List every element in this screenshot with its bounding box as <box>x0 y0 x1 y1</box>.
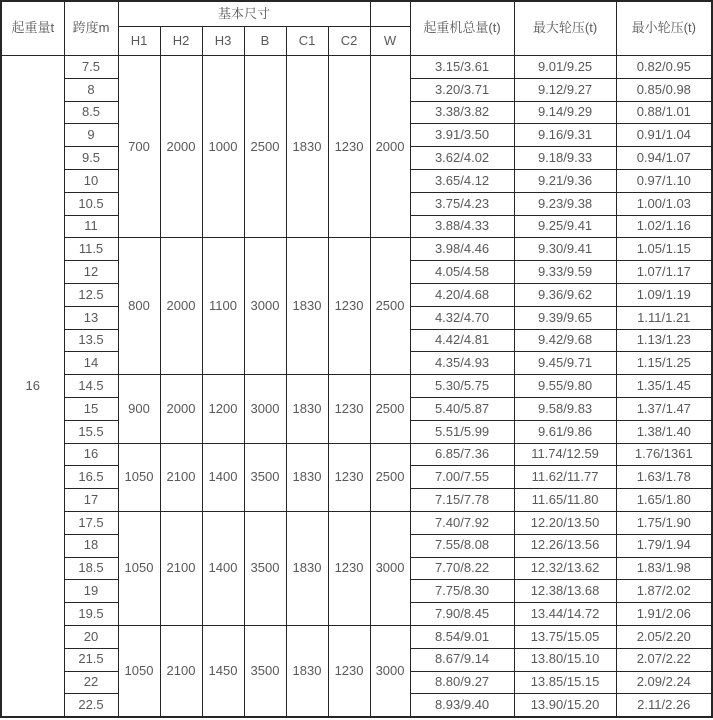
span-cell: 10 <box>64 169 118 192</box>
span-cell: 15.5 <box>64 420 118 443</box>
dimension-cell-h3: 1200 <box>202 375 244 443</box>
dimension-cell-h1: 1050 <box>118 443 160 511</box>
table-row <box>1 511 712 534</box>
max-wheel-pressure-cell: 9.45/9.71 <box>514 352 616 375</box>
total-weight-cell: 3.88/4.33 <box>410 215 514 238</box>
dimension-cell-w: 3000 <box>370 511 410 625</box>
min-wheel-pressure-cell: 1.11/1.21 <box>616 306 712 329</box>
max-wheel-pressure-cell: 13.80/15.10 <box>514 648 616 671</box>
span-cell: 22 <box>64 671 118 694</box>
total-weight-cell: 3.91/3.50 <box>410 124 514 147</box>
max-wheel-pressure-cell: 9.36/9.62 <box>514 283 616 306</box>
dimension-cell-w: 2500 <box>370 238 410 375</box>
max-wheel-pressure-cell: 12.26/13.56 <box>514 534 616 557</box>
dimension-cell-b: 3000 <box>244 375 286 443</box>
dimension-cell-c1: 1830 <box>286 443 328 511</box>
dimension-cell-h3: 1100 <box>202 238 244 375</box>
min-wheel-pressure-cell: 2.11/2.26 <box>616 694 712 717</box>
max-wheel-pressure-cell: 9.12/9.27 <box>514 78 616 101</box>
max-wheel-pressure-cell: 9.55/9.80 <box>514 375 616 398</box>
dim-header-c2: C2 <box>328 27 370 56</box>
total-weight-header: 起重机总量(t) <box>410 1 514 56</box>
total-weight-cell: 8.80/9.27 <box>410 671 514 694</box>
table-row <box>1 443 712 466</box>
dim-header-w: W <box>370 27 410 56</box>
total-weight-cell: 3.75/4.23 <box>410 192 514 215</box>
dimension-cell-c2: 1230 <box>328 443 370 511</box>
dimension-cell-b: 2500 <box>244 56 286 238</box>
span-cell: 19.5 <box>64 603 118 626</box>
span-cell: 8.5 <box>64 101 118 124</box>
table-row <box>1 625 712 648</box>
dimension-cell-b: 3500 <box>244 625 286 717</box>
min-wheel-pressure-cell: 2.09/2.24 <box>616 671 712 694</box>
dim-header-h1: H1 <box>118 27 160 56</box>
min-wheel-pressure-cell: 1.75/1.90 <box>616 511 712 534</box>
dimension-cell-h2: 2000 <box>160 375 202 443</box>
span-cell: 7.5 <box>64 56 118 79</box>
dimension-cell-c1: 1830 <box>286 511 328 625</box>
total-weight-cell: 6.85/7.36 <box>410 443 514 466</box>
total-weight-cell: 3.20/3.71 <box>410 78 514 101</box>
dimension-cell-h3: 1000 <box>202 56 244 238</box>
min-wheel-pressure-cell: 1.63/1.78 <box>616 466 712 489</box>
max-wheel-pressure-cell: 9.33/9.59 <box>514 261 616 284</box>
max-wheel-pressure-cell: 13.75/15.05 <box>514 625 616 648</box>
total-weight-cell: 8.54/9.01 <box>410 625 514 648</box>
min-wheel-pressure-cell: 0.85/0.98 <box>616 78 712 101</box>
span-cell: 9 <box>64 124 118 147</box>
span-cell: 18.5 <box>64 557 118 580</box>
dimension-cell-c2: 1230 <box>328 375 370 443</box>
dimension-cell-h1: 900 <box>118 375 160 443</box>
dimension-cell-h1: 700 <box>118 56 160 238</box>
dimension-cell-h1: 800 <box>118 238 160 375</box>
dimension-cell-w: 2000 <box>370 56 410 238</box>
dimension-cell-c2: 1230 <box>328 56 370 238</box>
span-cell: 13 <box>64 306 118 329</box>
table-row <box>1 56 712 79</box>
span-cell: 11.5 <box>64 238 118 261</box>
dim-header-h3: H3 <box>202 27 244 56</box>
table-row <box>1 238 712 261</box>
max-wheel-pressure-cell: 9.23/9.38 <box>514 192 616 215</box>
total-weight-cell: 7.55/8.08 <box>410 534 514 557</box>
total-weight-cell: 7.00/7.55 <box>410 466 514 489</box>
max-wheel-pressure-cell: 9.01/9.25 <box>514 56 616 79</box>
dimension-cell-h2: 2100 <box>160 443 202 511</box>
max-wheel-pressure-cell: 13.44/14.72 <box>514 603 616 626</box>
table-header <box>1 1 712 56</box>
min-wheel-pressure-cell: 0.91/1.04 <box>616 124 712 147</box>
span-cell: 18 <box>64 534 118 557</box>
total-weight-cell: 4.42/4.81 <box>410 329 514 352</box>
span-cell: 8 <box>64 78 118 101</box>
span-cell: 14 <box>64 352 118 375</box>
total-weight-cell: 8.93/9.40 <box>410 694 514 717</box>
total-weight-cell: 3.62/4.02 <box>410 147 514 170</box>
min-wheel-pressure-cell: 1.13/1.23 <box>616 329 712 352</box>
dim-header-c1: C1 <box>286 27 328 56</box>
header-row-1 <box>1 1 712 27</box>
max-wheel-pressure-cell: 9.25/9.41 <box>514 215 616 238</box>
basic-dimensions-header: 基本尺寸 <box>118 1 370 27</box>
dimension-cell-h2: 2100 <box>160 625 202 717</box>
span-cell: 12.5 <box>64 283 118 306</box>
dimension-cell-c2: 1230 <box>328 238 370 375</box>
table-row <box>1 375 712 398</box>
span-cell: 20 <box>64 625 118 648</box>
min-wheel-pressure-header: 最小轮压(t) <box>616 1 712 56</box>
min-wheel-pressure-cell: 1.02/1.16 <box>616 215 712 238</box>
min-wheel-pressure-cell: 1.38/1.40 <box>616 420 712 443</box>
max-wheel-pressure-cell: 9.42/9.68 <box>514 329 616 352</box>
total-weight-cell: 7.70/8.22 <box>410 557 514 580</box>
total-weight-cell: 3.98/4.46 <box>410 238 514 261</box>
span-cell: 13.5 <box>64 329 118 352</box>
max-wheel-pressure-cell: 9.61/9.86 <box>514 420 616 443</box>
dim-header-h2: H2 <box>160 27 202 56</box>
min-wheel-pressure-cell: 1.00/1.03 <box>616 192 712 215</box>
total-weight-cell: 3.38/3.82 <box>410 101 514 124</box>
max-wheel-pressure-cell: 12.20/13.50 <box>514 511 616 534</box>
min-wheel-pressure-cell: 0.82/0.95 <box>616 56 712 79</box>
total-weight-cell: 8.67/9.14 <box>410 648 514 671</box>
dimension-cell-c1: 1830 <box>286 625 328 717</box>
dimension-cell-c2: 1230 <box>328 511 370 625</box>
span-cell: 17.5 <box>64 511 118 534</box>
lifting-capacity-cell: 16 <box>1 56 64 718</box>
total-weight-cell: 5.40/5.87 <box>410 397 514 420</box>
dimension-cell-w: 2500 <box>370 375 410 443</box>
min-wheel-pressure-cell: 0.88/1.01 <box>616 101 712 124</box>
min-wheel-pressure-cell: 1.09/1.19 <box>616 283 712 306</box>
dimension-cell-c1: 1830 <box>286 56 328 238</box>
min-wheel-pressure-cell: 1.79/1.94 <box>616 534 712 557</box>
max-wheel-pressure-cell: 12.38/13.68 <box>514 580 616 603</box>
dim-header-b: B <box>244 27 286 56</box>
total-weight-cell: 3.15/3.61 <box>410 56 514 79</box>
min-wheel-pressure-cell: 1.83/1.98 <box>616 557 712 580</box>
max-wheel-pressure-cell: 13.90/15.20 <box>514 694 616 717</box>
min-wheel-pressure-cell: 2.05/2.20 <box>616 625 712 648</box>
min-wheel-pressure-cell: 0.94/1.07 <box>616 147 712 170</box>
dimension-cell-b: 3500 <box>244 511 286 625</box>
span-cell: 16 <box>64 443 118 466</box>
dimension-cell-h1: 1050 <box>118 511 160 625</box>
dimension-cell-h3: 1400 <box>202 511 244 625</box>
span-cell: 16.5 <box>64 466 118 489</box>
max-wheel-pressure-header: 最大轮压(t) <box>514 1 616 56</box>
total-weight-cell: 7.40/7.92 <box>410 511 514 534</box>
total-weight-cell: 5.51/5.99 <box>410 420 514 443</box>
max-wheel-pressure-cell: 9.18/9.33 <box>514 147 616 170</box>
min-wheel-pressure-cell: 1.91/2.06 <box>616 603 712 626</box>
span-cell: 14.5 <box>64 375 118 398</box>
max-wheel-pressure-cell: 9.21/9.36 <box>514 169 616 192</box>
span-cell: 9.5 <box>64 147 118 170</box>
span-cell: 10.5 <box>64 192 118 215</box>
dimension-cell-h3: 1450 <box>202 625 244 717</box>
dimension-cell-c1: 1830 <box>286 238 328 375</box>
span-header: 跨度m <box>64 1 118 56</box>
above-w-empty-cell <box>370 1 410 27</box>
dimension-cell-h2: 2000 <box>160 56 202 238</box>
total-weight-cell: 7.15/7.78 <box>410 489 514 512</box>
span-cell: 11 <box>64 215 118 238</box>
min-wheel-pressure-cell: 0.97/1.10 <box>616 169 712 192</box>
min-wheel-pressure-cell: 1.05/1.15 <box>616 238 712 261</box>
dimension-cell-h2: 2000 <box>160 238 202 375</box>
min-wheel-pressure-cell: 1.07/1.17 <box>616 261 712 284</box>
total-weight-cell: 5.30/5.75 <box>410 375 514 398</box>
dimension-cell-h1: 1050 <box>118 625 160 717</box>
min-wheel-pressure-cell: 1.87/2.02 <box>616 580 712 603</box>
dimension-cell-w: 2500 <box>370 443 410 511</box>
span-cell: 21.5 <box>64 648 118 671</box>
dimension-cell-w: 3000 <box>370 625 410 717</box>
max-wheel-pressure-cell: 12.32/13.62 <box>514 557 616 580</box>
table-body <box>1 56 712 718</box>
span-cell: 22.5 <box>64 694 118 717</box>
total-weight-cell: 3.65/4.12 <box>410 169 514 192</box>
span-cell: 12 <box>64 261 118 284</box>
max-wheel-pressure-cell: 13.85/15.15 <box>514 671 616 694</box>
max-wheel-pressure-cell: 9.39/9.65 <box>514 306 616 329</box>
dimension-cell-h3: 1400 <box>202 443 244 511</box>
total-weight-cell: 4.32/4.70 <box>410 306 514 329</box>
dimension-cell-c1: 1830 <box>286 375 328 443</box>
max-wheel-pressure-cell: 11.65/11.80 <box>514 489 616 512</box>
total-weight-cell: 4.05/4.58 <box>410 261 514 284</box>
min-wheel-pressure-cell: 1.35/1.45 <box>616 375 712 398</box>
min-wheel-pressure-cell: 1.65/1.80 <box>616 489 712 512</box>
span-cell: 15 <box>64 397 118 420</box>
max-wheel-pressure-cell: 11.62/11.77 <box>514 466 616 489</box>
min-wheel-pressure-cell: 2.07/2.22 <box>616 648 712 671</box>
dimension-cell-b: 3500 <box>244 443 286 511</box>
total-weight-cell: 7.75/8.30 <box>410 580 514 603</box>
dimension-cell-h2: 2100 <box>160 511 202 625</box>
dimension-cell-b: 3000 <box>244 238 286 375</box>
max-wheel-pressure-cell: 9.30/9.41 <box>514 238 616 261</box>
min-wheel-pressure-cell: 1.37/1.47 <box>616 397 712 420</box>
span-cell: 17 <box>64 489 118 512</box>
total-weight-cell: 4.20/4.68 <box>410 283 514 306</box>
total-weight-cell: 4.35/4.93 <box>410 352 514 375</box>
span-cell: 19 <box>64 580 118 603</box>
max-wheel-pressure-cell: 9.14/9.29 <box>514 101 616 124</box>
lifting-capacity-header: 起重量t <box>1 1 64 56</box>
total-weight-cell: 7.90/8.45 <box>410 603 514 626</box>
max-wheel-pressure-cell: 9.58/9.83 <box>514 397 616 420</box>
min-wheel-pressure-cell: 1.15/1.25 <box>616 352 712 375</box>
dimension-cell-c2: 1230 <box>328 625 370 717</box>
max-wheel-pressure-cell: 11.74/12.59 <box>514 443 616 466</box>
max-wheel-pressure-cell: 9.16/9.31 <box>514 124 616 147</box>
min-wheel-pressure-cell: 1.76/1361 <box>616 443 712 466</box>
